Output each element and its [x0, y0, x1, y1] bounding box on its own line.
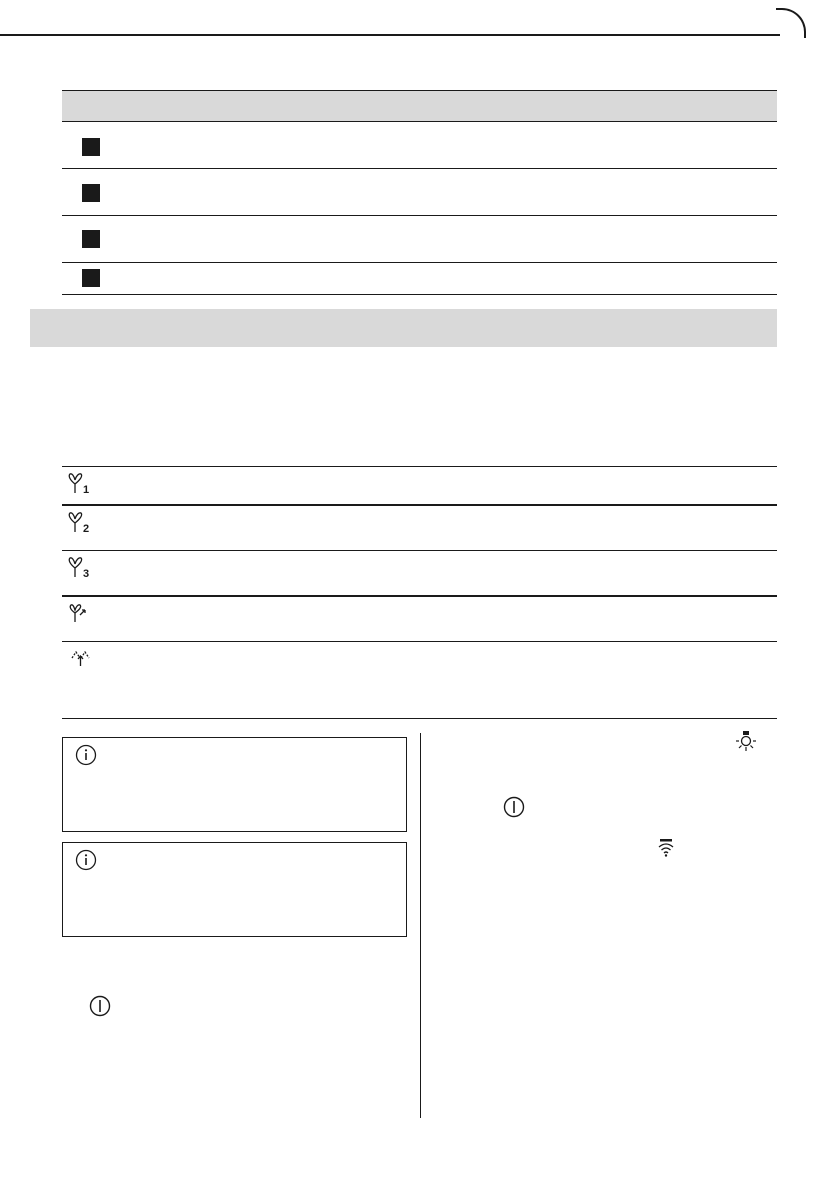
info-note-box	[62, 842, 407, 937]
fan-speed-table	[62, 466, 777, 719]
section-heading-bar	[30, 309, 777, 347]
power-icon	[89, 995, 111, 1017]
key-marker-square	[82, 230, 100, 248]
page-top-rule	[0, 34, 780, 36]
column-divider	[420, 733, 421, 1118]
info-icon	[75, 849, 97, 871]
table-row	[62, 506, 777, 551]
light-bulb-icon	[733, 730, 759, 754]
control-panel-table	[62, 90, 777, 295]
table-header	[62, 90, 777, 122]
table-row	[62, 216, 777, 263]
table-row	[62, 169, 777, 216]
table-row	[62, 467, 777, 506]
fan-breeze-icon	[66, 601, 96, 625]
page-top-rule-curve	[776, 8, 806, 38]
fan-speed-3-icon	[66, 555, 96, 579]
table-row	[62, 122, 777, 169]
power-icon	[503, 796, 525, 818]
key-marker-square	[82, 184, 100, 202]
hob2hood-wifi-icon	[656, 838, 676, 858]
info-icon	[75, 744, 97, 766]
key-marker-square	[82, 269, 100, 287]
fan-speed-number: 2	[83, 523, 90, 534]
fan-speed-number: 3	[83, 568, 90, 579]
boost-arrows-icon	[66, 646, 96, 670]
fan-speed-1-icon	[66, 471, 96, 495]
info-note-box	[62, 737, 407, 832]
fan-speed-number: 1	[83, 484, 90, 495]
table-row	[62, 597, 777, 642]
key-marker-square	[82, 138, 100, 156]
fan-speed-2-icon	[66, 510, 96, 534]
table-row	[62, 642, 777, 719]
table-row	[62, 263, 777, 295]
table-row	[62, 551, 777, 597]
